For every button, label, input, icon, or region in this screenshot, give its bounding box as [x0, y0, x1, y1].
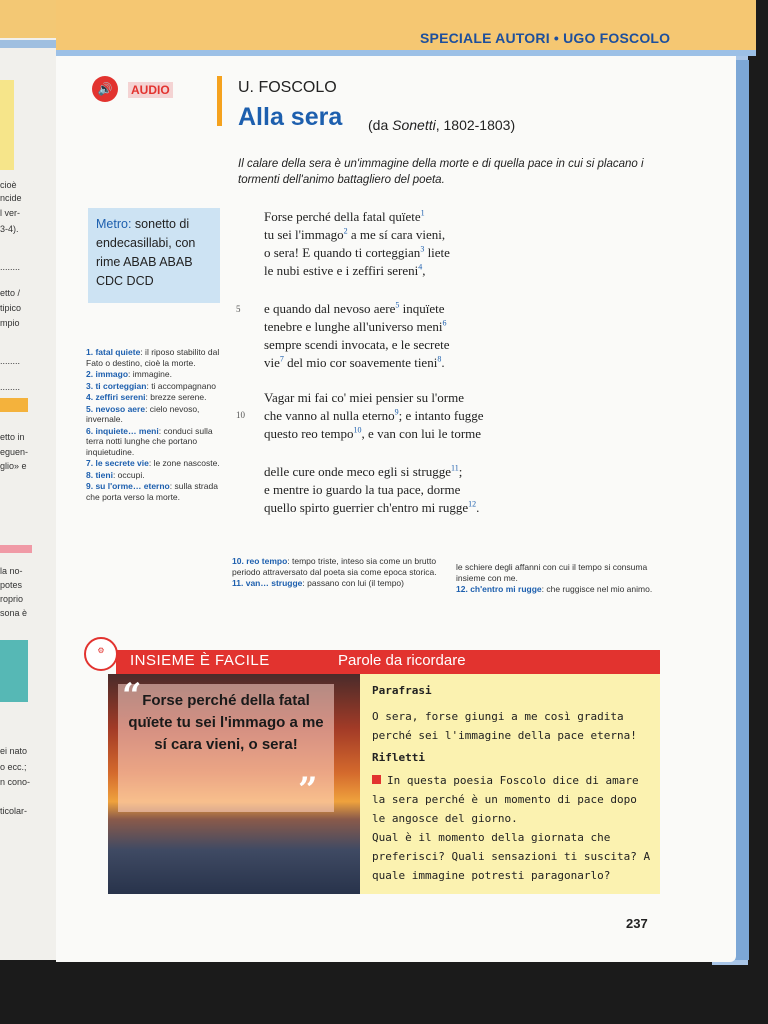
previous-page	[0, 0, 58, 960]
parole-label: Parole da ricordare	[338, 652, 466, 669]
page-edge-inner	[735, 60, 749, 960]
verse-line: le nubi estive e i zeffiri sereni$^4$,	[264, 262, 426, 278]
footnote: 12. ch'entro mi rugge: che ruggisce nel mio animo.	[456, 584, 653, 594]
footnote: 4. zeffiri sereni: brezze serene.	[86, 392, 207, 402]
bike-icon: ⚙	[84, 637, 118, 671]
left-fragment: eguen-	[0, 447, 29, 457]
footnote: 7. le secrete vie: le zone nascoste.	[86, 458, 220, 468]
left-fragment: potes	[0, 580, 23, 590]
title-accent-bar	[217, 76, 222, 126]
line-number: 5	[236, 304, 241, 314]
quote-open-icon: “	[122, 676, 142, 716]
footnotes-middle	[232, 556, 444, 590]
left-fragment: sona è	[0, 608, 28, 618]
left-fragment: o ecc.;	[0, 762, 27, 772]
quote-close-icon: ”	[298, 770, 318, 810]
page-number: 237	[626, 916, 648, 931]
verse-line: tu sei l'immago$^2$ a me sí cara vieni,	[264, 226, 446, 242]
left-pink-bar	[0, 545, 32, 553]
left-fragment: etto /	[0, 288, 21, 298]
left-fragment: 3-4).	[0, 224, 19, 234]
quote-text: Forse perché della fatal quïete tu sei l'immago a me sí cara vieni, o sera!	[128, 692, 324, 753]
footnote: 2. immago: immagine.	[86, 369, 172, 379]
rifletti-questions: Qual è il momento della giornata che preferisci? Quali sensazioni ti suscita? A quale immagine potresti paragonarlo?	[372, 831, 651, 882]
left-fragment: ........	[0, 262, 21, 272]
left-fragment: tipico	[0, 303, 22, 313]
verse-line: e quando dal nevoso aere$^5$ inquïete	[264, 300, 445, 316]
bullet-square-icon	[372, 775, 381, 784]
footnote: 1. fatal quiete: il riposo stabilito dal Fato o destino, cioè la morte.	[86, 347, 220, 368]
footnote: 8. tieni: occupi.	[86, 469, 145, 480]
left-fragment: roprio	[0, 594, 24, 604]
left-fragment: ei nato	[0, 746, 28, 756]
footnote: 5. nevoso aere: cielo nevoso, invernale.	[86, 403, 200, 424]
left-fragment: la no-	[0, 566, 23, 576]
left-fragment: ticolar-	[0, 806, 28, 816]
left-fragment: ncide	[0, 193, 22, 203]
footnote: 3. ti corteggian: ti accompagnano	[86, 380, 216, 391]
header-divider	[56, 50, 756, 56]
footnote: 6. inquiete… meni: conduci sulla terra notti lunghe che portano inquietudine.	[86, 425, 213, 457]
parafrasi-text: O sera, forse giungi a me così gradita perché sei l'immagine della pace eterna!	[372, 710, 637, 742]
audio-label[interactable]: AUDIO	[128, 82, 173, 98]
footnote: 9. su l'orme… eterno: sulla strada che porta verso la morte.	[86, 481, 218, 502]
footnote: 10. reo tempo: tempo triste, inteso sia come un brutto periodo attraversato dal poeta sia come epoca storica.	[232, 556, 437, 577]
verse-line: o sera! E quando ti corteggian$^3$ liete	[264, 244, 450, 260]
insieme-facile-label: INSIEME È FACILE	[130, 652, 270, 669]
verse-line: questo reo tempo$^{10}$, e van con lui le torme	[264, 425, 482, 441]
left-fragment: l ver-	[0, 208, 20, 218]
rifletti-heading: Rifletti	[372, 751, 425, 764]
poem-intro: Il calare della sera è un'immagine della morte e di quella pace in cui si placano i tormenti dell'animo battagliero del poeta.	[238, 158, 644, 186]
footnotes-right	[456, 562, 668, 596]
left-fragment: ........	[0, 382, 21, 392]
verse-line: che vanno al nulla eterno$^9$; e intanto fugge	[264, 407, 484, 423]
verse-line: e mentre io guardo la tua pace, dorme	[264, 482, 461, 497]
rifletti-text: In questa poesia Foscolo dice di amare la sera perché è un momento di pace dopo le angosce del giorno.	[372, 774, 639, 825]
poem-source: (da Sonetti, 1802-1803)	[368, 117, 516, 133]
left-fragment: mpio	[0, 318, 20, 328]
left-fragment: etto in	[0, 432, 25, 442]
section-header: SPECIALE AUTORI • UGO FOSCOLO	[420, 30, 671, 46]
footnote: 11. van… strugge: passano con lui (il tempo)	[232, 578, 404, 588]
left-teal-box	[0, 640, 28, 702]
left-fragment: cioè	[0, 180, 17, 190]
left-fragment: ........	[0, 356, 21, 366]
left-fragment: n cono-	[0, 777, 31, 787]
verse-line: quello spirto guerrier ch'entro mi rugge$^{12}$.	[264, 499, 480, 515]
left-fragment: glio» e	[0, 461, 27, 471]
verse-line: sempre scendi invocata, e le secrete	[264, 337, 450, 352]
verse-line: Vagar mi fai co' miei pensier su l'orme	[264, 390, 464, 405]
verse-line: vie$^7$ del mio cor soavemente tieni$^8$.	[264, 354, 445, 370]
left-orange-bar	[0, 398, 28, 412]
metro-text: Metro: sonetto di endecasillabi, con rime ABAB ABAB CDC DCD	[96, 217, 196, 288]
verse-line: Forse perché della fatal quïete$^1$	[264, 208, 425, 224]
poem-title: Alla sera	[238, 103, 343, 131]
line-number: 10	[236, 410, 245, 420]
author-name: U. FOSCOLO	[238, 79, 337, 96]
parafrasi-heading: Parafrasi	[372, 684, 432, 697]
speaker-icon[interactable]: 🔊	[92, 76, 118, 102]
verse-line: delle cure onde meco egli si strugge$^{11}$;	[264, 463, 463, 479]
footnote: le schiere degli affanni con cui il tempo si consuma insieme con me.	[456, 562, 648, 583]
verse-line: tenebre e lunghe all'universo meni$^6$	[264, 318, 447, 334]
left-highlight-box	[0, 80, 14, 170]
footnotes-left	[86, 347, 222, 503]
